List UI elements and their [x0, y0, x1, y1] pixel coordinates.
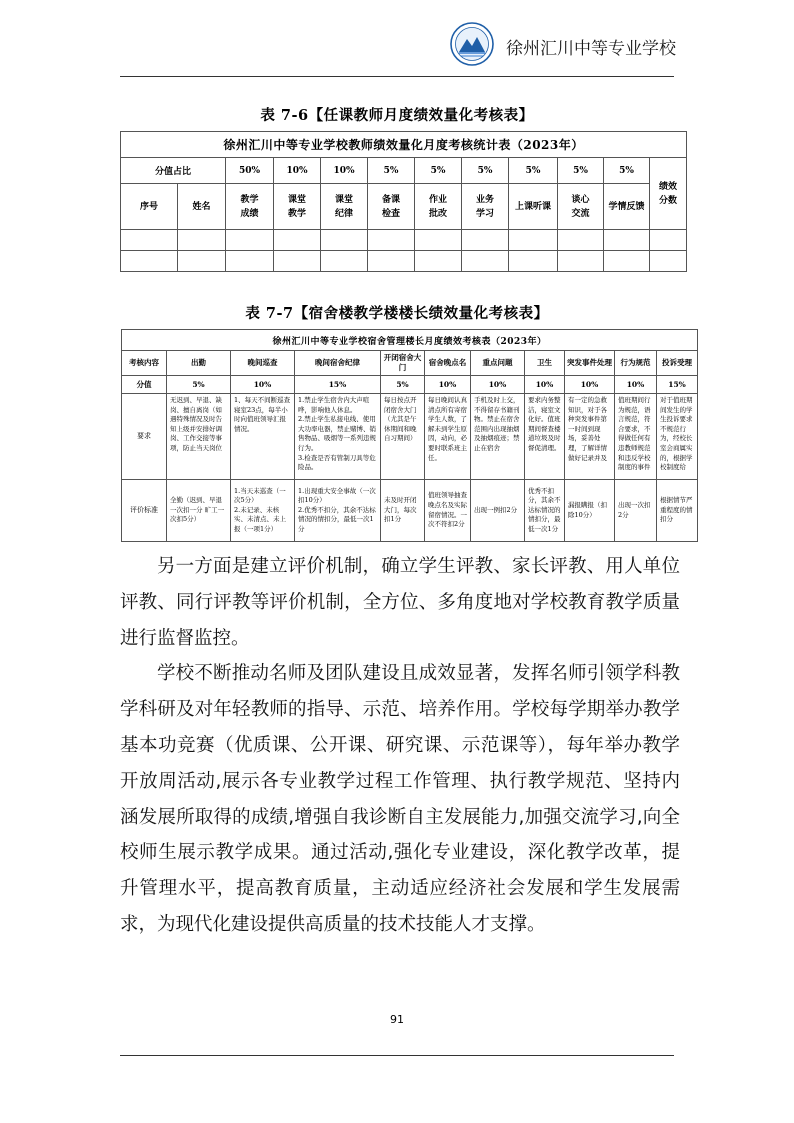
- evaluation-cell: 未及时开闭大门，每次扣1分: [381, 480, 425, 542]
- column-header: 重点问题: [471, 351, 525, 376]
- requirement-cell: 1.禁止学生宿舍内大声喧哗，影响他人休息。 2.禁止学生私接电线、使用大功率电器，禁止赌博、销售物品、吸烟等一系列违规行为。 3.检查是否有管制刀具等危险品。: [295, 394, 381, 480]
- weight-cell: 10%: [321, 158, 368, 184]
- requirement-cell: 每日按点开闭宿舍大门（尤其是午休期间和晚自习期间）: [381, 394, 425, 480]
- evaluation-label: 评价标准: [122, 480, 167, 542]
- evaluation-cell: 出现一例扣2分: [471, 480, 525, 542]
- weight-cell: 10%: [274, 158, 321, 184]
- column-header: 序号: [121, 184, 178, 230]
- table-row: [121, 251, 687, 272]
- page-number: 91: [390, 1013, 404, 1026]
- column-header: [462, 184, 509, 230]
- column-header-label: 课堂教学: [287, 194, 306, 219]
- evaluation-cell: 全勤（迟到、早退一次扣一分 旷工一次扣5分）: [167, 480, 231, 542]
- score-label: 分值: [122, 376, 167, 394]
- score-cell: 10%: [425, 376, 471, 394]
- score-cell: 10%: [471, 376, 525, 394]
- column-header: 开闭宿舍大门: [381, 351, 425, 376]
- column-header-label: 业务学习: [475, 194, 494, 219]
- weight-cell: 50%: [226, 158, 274, 184]
- column-header: 晚间巡查: [231, 351, 295, 376]
- column-header: [558, 184, 604, 230]
- evaluation-cell: 出现一次扣2分: [615, 480, 657, 542]
- column-header: [415, 184, 462, 230]
- column-header: 投诉受理: [657, 351, 698, 376]
- column-header: 宿舍晚点名: [425, 351, 471, 376]
- score-cell: 15%: [295, 376, 381, 394]
- weight-cell: 5%: [604, 158, 650, 184]
- score-cell: 10%: [615, 376, 657, 394]
- column-header: 上课听课: [509, 184, 558, 230]
- column-header: 卫生: [525, 351, 565, 376]
- column-header: [368, 184, 415, 230]
- score-cell: 10%: [231, 376, 295, 394]
- body-text: [120, 549, 680, 943]
- weight-cell: 5%: [368, 158, 415, 184]
- table1-title: 徐州汇川中等专业学校教师绩效量化月度考核统计表（2023年）: [121, 132, 687, 158]
- column-header: 考核内容: [122, 351, 167, 376]
- column-header: 晚间宿舍纪律: [295, 351, 381, 376]
- column-header: 出勤: [167, 351, 231, 376]
- total-score-header: [650, 158, 687, 230]
- column-header: [226, 184, 274, 230]
- requirement-cell: 无迟到、早退、缺岗、擅自离岗（如遇特殊情况及时告知上级并安排好调岗、工作交接等事项，防止当天岗位: [167, 394, 231, 480]
- score-cell: 5%: [167, 376, 231, 394]
- table2-caption: 表 7-7【宿舍楼教学楼楼长绩效量化考核表】: [245, 305, 549, 322]
- dorm-supervisor-table: [121, 329, 698, 542]
- column-header-label: 谈心交流: [571, 194, 590, 219]
- requirement-cell: 值班期间行为规范，语言规范，符合要求，不得做任何有违教师规范和违反学校制度的事件: [615, 394, 657, 480]
- column-header: [321, 184, 368, 230]
- weight-cell: 5%: [462, 158, 509, 184]
- table1-caption: 表 7-6【任课教师月度绩效量化考核表】: [260, 107, 534, 124]
- footer-divider: [120, 1055, 674, 1056]
- evaluation-cell: 1.当天未巡查（一次5分） 2.未记录、未核实、未清点、未上报（一项1分）: [231, 480, 295, 542]
- evaluation-cell: 漏报瞒报（扣除10分）: [565, 480, 615, 542]
- evaluation-cell: 值班领导抽查晚点名及实际留宿情况。一次不符扣2分: [425, 480, 471, 542]
- paragraph: 另一方面是建立评价机制，确立学生评教、家长评教、用人单位评教、同行评教等评价机制，全方位、多角度地对学校教育教学质量进行监督监控。: [120, 556, 680, 649]
- score-cell: 5%: [381, 376, 425, 394]
- weight-cell: 5%: [509, 158, 558, 184]
- table2-title: 徐州汇川中等专业学校宿舍管理楼长月度绩效考核表（2023年）: [122, 330, 698, 351]
- requirement-cell: 1、每天不间断巡查寝室23点，每半小时向值班领导汇报情况。: [231, 394, 295, 480]
- column-header-label: 备课检查: [381, 194, 400, 219]
- table-row: [121, 230, 687, 251]
- evaluation-cell: 根据情节严重程度的情扣分: [657, 480, 698, 542]
- column-header-label: 课堂纪律: [334, 194, 353, 219]
- school-emblem-icon: [450, 22, 494, 66]
- score-cell: 10%: [525, 376, 565, 394]
- column-header: [274, 184, 321, 230]
- column-header: 学情反馈: [604, 184, 650, 230]
- weight-cell: 5%: [415, 158, 462, 184]
- total-score-label: 绩效分数: [659, 181, 678, 206]
- evaluation-cell: 1.出现重大安全事故（一次扣10分） 2.优秀不扣分，其余不达标情况的情扣分，最低一次1分: [295, 480, 381, 542]
- column-header-label: 教学成绩: [240, 194, 259, 219]
- column-header: 突发事件处理: [565, 351, 615, 376]
- column-header: 行为规范: [615, 351, 657, 376]
- page-header: [120, 18, 674, 77]
- teacher-performance-table: [120, 131, 687, 272]
- paragraph: 学校不断推动名师及团队建设且成效显著，发挥名师引领学科教学科研及对年轻教师的指导、示范、培养作用。学校每学期举办教学基本功竞赛（优质课、公开课、研究课、示范课等），每年举办教学开放周活动,展示各专业教学过程工作管理、执行教学规范、坚持内涵发展所取得的成绩,增强自我诊断自主发展能力,加强交流学习,向全校师生展示教学成果。通过活动,强化专业建设，深化教学改革，提升管理水平，提高教育质量，主动适应经济社会发展和学生发展需求，为现代化建设提供高质量的技术技能人才支撑。: [120, 663, 680, 935]
- requirement-cell: 有一定的急救知识，对于各种突发事件第一时间到现场，妥善处理，了解详情做好记录并及: [565, 394, 615, 480]
- requirement-cell: 对于值班期间发生的学生投诉要求不规范行为，经校长室会商属实的，根据学校制度给: [657, 394, 698, 480]
- requirement-cell: 手机及时上交，不得留存书籍刊物。禁止在宿舍范围内出现抽烟及抽烟痕迹；禁止在宿舍: [471, 394, 525, 480]
- requirement-label: 要求: [122, 394, 167, 480]
- score-cell: 15%: [657, 376, 698, 394]
- evaluation-cell: 优秀不扣分，其余不达标情况的情扣分，最低一次1分: [525, 480, 565, 542]
- score-cell: 10%: [565, 376, 615, 394]
- column-header-label: 作业批改: [428, 194, 447, 219]
- weight-label: 分值占比: [121, 158, 226, 184]
- requirement-cell: 要求内务整洁，寝室文化好。值班期间督查楼道垃圾及时督促清理。: [525, 394, 565, 480]
- requirement-cell: 每日晚间认真清点所有寄宿学生人数，了解未到学生原因，动向，必要时联系班主任。: [425, 394, 471, 480]
- weight-cell: 5%: [558, 158, 604, 184]
- school-name: 徐州汇川中等专业学校: [506, 39, 676, 59]
- column-header: 姓名: [178, 184, 226, 230]
